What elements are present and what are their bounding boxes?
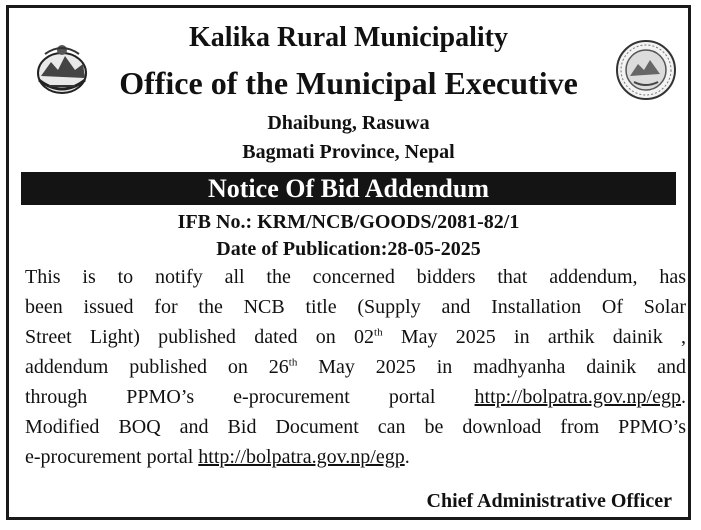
address-line-1: Dhaibung, Rasuwa xyxy=(267,112,430,134)
notice-title: Notice Of Bid Addendum xyxy=(21,172,676,205)
body-line: This is to notify all the concerned bidders that addendum, has xyxy=(25,266,686,288)
address-line-2: Bagmati Province, Nepal xyxy=(242,141,455,163)
body-line: been issued for the NCB title (Supply and Installation Of Solar xyxy=(25,296,686,318)
bolpatra-link[interactable]: http://bolpatra.gov.np/egp xyxy=(198,446,405,468)
body-line: addendum published on 26th May 2025 in madhyanha dainik and xyxy=(25,356,686,378)
body-line: Street Light) published dated on 02th May 2025 in arthik dainik , xyxy=(25,326,687,348)
body-line: e-procurement portal http://bolpatra.gov.np/egp. xyxy=(25,446,410,468)
body-line: through PPMO’s e-procurement portal http://bolpatra.gov.np/egp. xyxy=(25,386,686,408)
notice-frame xyxy=(6,5,691,520)
signatory: Chief Administrative Officer xyxy=(426,490,672,512)
ifb-number: IFB No.: KRM/NCB/GOODS/2081-82/1 xyxy=(177,211,520,233)
notice-body xyxy=(25,262,686,472)
publication-date: Date of Publication:28-05-2025 xyxy=(216,238,481,260)
bolpatra-link[interactable]: http://bolpatra.gov.np/egp xyxy=(474,386,681,408)
body-line: Modified BOQ and Bid Document can be download from PPMO’s xyxy=(25,416,686,438)
office-name: Office of the Municipal Executive xyxy=(119,65,578,101)
municipality-name: Kalika Rural Municipality xyxy=(189,22,508,53)
